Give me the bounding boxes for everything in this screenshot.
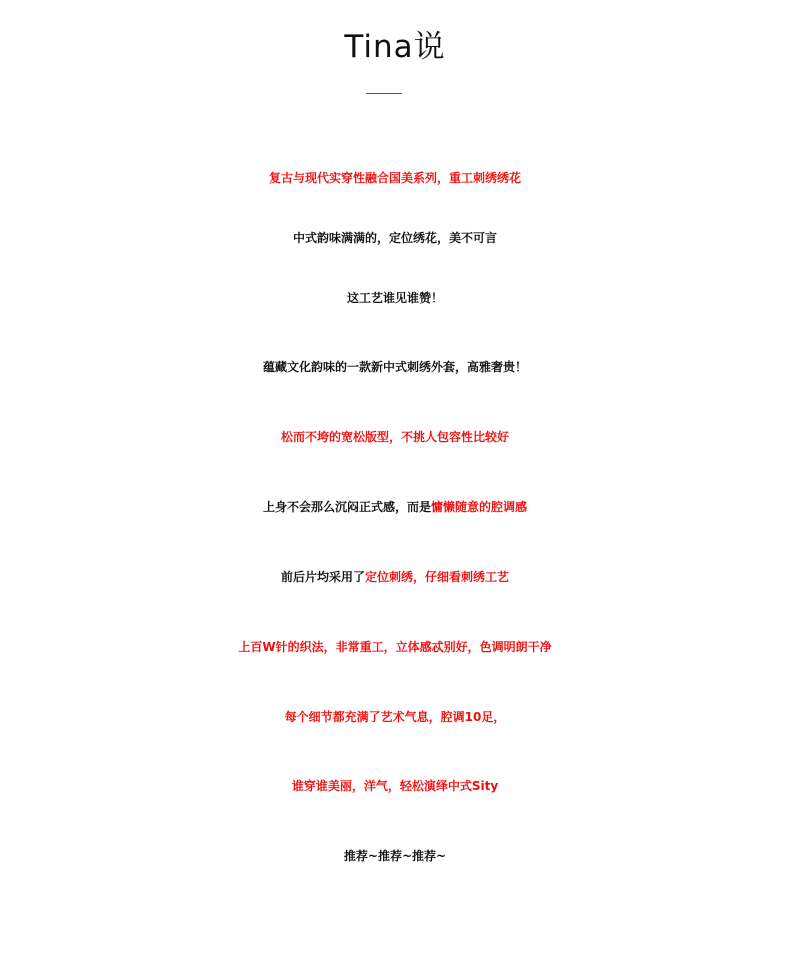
text-line-10 <box>0 771 790 801</box>
text-segment: 松而不垮的宽松版型，不挑人包容性比较好 <box>280 430 509 444</box>
text-line-2 <box>0 223 790 253</box>
text-segment: 这工艺谁见谁赞！ <box>346 291 443 305</box>
text-line-11 <box>0 841 790 871</box>
text-segment: 谁穿谁美丽，洋气，轻松演绎中式Sity <box>291 779 499 793</box>
text-segment: 前后片均采用了 <box>280 570 365 584</box>
text-segment: 中式韵味满满的，定位绣花，美不可言 <box>292 231 497 245</box>
text-segment: 每个细节都充满了艺术气息，腔调10足， <box>284 710 506 724</box>
title-divider <box>366 93 402 94</box>
text-line-3 <box>0 283 790 313</box>
text-line-1 <box>0 163 790 193</box>
text-segment: 推荐~推荐~推荐~ <box>343 849 447 863</box>
text-line-9 <box>0 702 790 732</box>
text-segment: 上身不会那么沉闷正式感，而是 <box>262 500 431 514</box>
text-segment: 上百W针的织法，非常重工，立体感忒别好，色调明朗干净 <box>238 640 552 654</box>
text-segment-highlight: 慵懒随意的腔调感 <box>431 500 528 514</box>
text-segment-highlight: 定位刺绣，仔细看刺绣工艺 <box>365 570 510 584</box>
text-line-8 <box>0 632 790 662</box>
text-line-6 <box>0 492 790 522</box>
text-segment: 蕴藏文化韵味的一款新中式刺绣外套，高雅奢贵！ <box>262 360 527 374</box>
text-line-4 <box>0 352 790 382</box>
text-segment: 复古与现代实穿性融合国美系列，重工刺绣绣花 <box>268 171 521 185</box>
text-line-5 <box>0 422 790 452</box>
page-title: Tina说 <box>344 29 446 65</box>
text-line-7 <box>0 562 790 592</box>
